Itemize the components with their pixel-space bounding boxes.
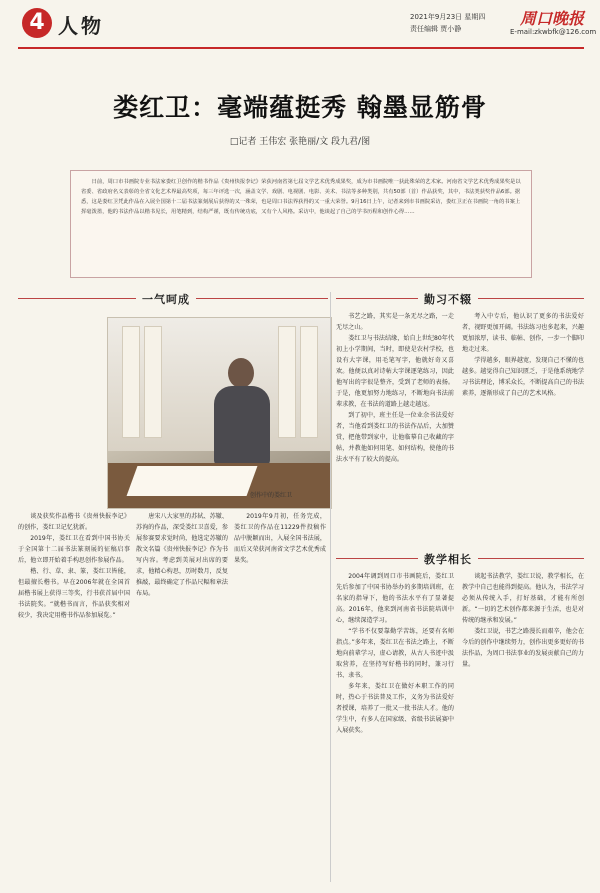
paragraph: 谈及获奖作品楷书《贵州快报李记》的创作，娄红卫记忆犹新。	[18, 513, 130, 531]
column-divider	[330, 292, 331, 882]
calligraphy-scroll-icon	[300, 326, 318, 438]
paragraph: 多年来，娄红卫在做好本职工作的同时，热心于书法普及工作，义务为书法爱好者授课，培养了一批又一批书法人才。他的学生中，有多人在国家级、省级书法展赛中入展获奖。	[336, 682, 454, 734]
paragraph: 考入中专后，他认识了更多的书法爱好者，视野更加开阔。书法练习也多起来，兴趣更加浓厚，读书、临帖、创作，一步一个脚印地走过来。	[462, 313, 584, 353]
section-title-1: 一气呵成	[136, 291, 196, 307]
paragraph: 书艺之路，其实是一条无尽之路，一走无尽之山。	[336, 313, 454, 331]
section-number: 4	[22, 8, 52, 38]
paragraph: 到了初中，班主任是一位业余书法爱好者，当他看到娄红卫的书法作品后，大加赞赏，把他带到家中，让他临摹自己收藏的字帖，并教他如何用笔、如何结构，使他的书法水平有了较大的提高。	[336, 411, 454, 463]
calligraphy-scroll-icon	[122, 326, 140, 438]
photo-caption: 创作中的娄红卫	[250, 492, 293, 499]
section-title-3: 教学相长	[418, 551, 478, 567]
paragraph: 娄红卫说，书艺之路漫长而艰辛，他会在今后的创作中继续努力，创作出更多更好的书法作品，为周口书法事业的发展贡献自己的力量。	[462, 627, 584, 668]
paragraph: 学得越多，眼界越宽，发现自己不懂的也越多。越觉得自己知识匮乏，于是他系统地学习书法理论，博采众长，不断提高自己的书法素养，逐渐形成了自己的艺术风格。	[462, 356, 584, 397]
paragraph: 唐宋八大家里的苏轼、苏辙、苏洵的作品，深受娄红卫喜爱，参展参赛要求觉时尚，他选定苏辙的散文名篇《贵州快报李记》作为书写内容。考虑到美展对出席的要求，他精心构思，历时数月，反复推敲，最终确定了作品尺幅和章法布局。	[136, 513, 228, 597]
masthead	[0, 0, 600, 52]
newspaper-logo: 周口晚报	[520, 9, 585, 28]
section-name: 人物	[58, 14, 104, 38]
section-3-text-b	[462, 572, 584, 884]
paragraph: 楷、行、草、隶、篆，娄红卫皆能，但最擅长楷书。早在2006年就在全国首届楷书展上获得三等奖，行书获首届中国书法院奖。“就楷书而言，作品获奖相对较少，我决定用楷书作品参加展览。”	[18, 567, 130, 619]
editor-credit: 责任编辑 贾小静	[410, 25, 462, 33]
section-1-text-a	[18, 512, 130, 884]
section-band-2	[336, 292, 584, 306]
calligraphy-scroll-icon	[144, 326, 162, 438]
calligraphy-scroll-icon	[278, 326, 296, 438]
paragraph: 2019年，娄红卫在看到中国书协关于全国第十二届书法篆刻展的征稿启事后，他立即开始着手构思创作参展作品。	[18, 534, 130, 564]
article-headline: 娄红卫：毫端蕴挺秀 翰墨显筋骨	[113, 93, 487, 122]
section-band-1	[18, 292, 328, 306]
section-2-text-a	[336, 312, 454, 542]
paragraph: 娄红卫与书法结缘，始自上世纪80年代初上小学期间，当时，即使是农村学校，也设有大字课，用毛笔写字，他就好奇又喜欢。他便以真对诗帖大字课逐笔练习，因此他写出的字很是整齐，受到了老师的表扬。于是，他更加努力地练习，不断地向书法前辈求教，在书法的道路上越走越远。	[336, 334, 454, 408]
person-head-icon	[228, 358, 254, 388]
section-2-text-b	[462, 312, 584, 542]
issue-date: 2021年9月23日 星期四	[410, 13, 486, 21]
article-byline: □记者 王伟宏 张艳丽/文 段九君/图	[229, 137, 371, 147]
section-3-text-a	[336, 572, 454, 884]
section-1-text-b	[136, 512, 228, 884]
paper-icon	[127, 466, 258, 496]
article-photo	[107, 317, 332, 509]
paragraph: “学书不仅要靠勤学苦练，还要有名师指点。”多年来，娄红卫在书法之路上，不断地向前辈学习，虚心请教，从古人书迹中汲取营养，在坚持写好楷书的同时，兼习行书、隶书。	[336, 627, 454, 679]
person-body-icon	[214, 386, 270, 466]
paragraph: 2004年调到周口市书画院后，娄红卫先后参加了中国书协举办的多期培训班，在名家的指导下，他的书法水平有了显著提高。2016年，他来到河南省书法院培训中心，继续深造学习。	[336, 573, 454, 624]
paragraph: 谈起书法教学，娄红卫说，教学相长，在教学中自己也能得到提高。他认为，书法学习必须从传统入手，打好基础，才能有所创新。“一切的艺术创作都来源于生活，也是对传统的继承和发展。”	[462, 573, 584, 624]
section-1-text-c	[234, 512, 326, 884]
paragraph: 2019年9月初，任务完成，娄红卫的作品在11229件投稿作品中脱颖而出，入展全国书法展，而后又荣获河南省文学艺术优秀成果奖。	[234, 513, 326, 564]
masthead-rule	[18, 47, 584, 49]
section-title-2: 勤习不辍	[418, 291, 478, 307]
article-lead: 日前，周口市书画院专业书法家娄红卫创作的楷书作品《贵州快报李记》荣获河南省第七届文学艺术优秀成果奖，成为市书画院唯一获此殊荣的艺术家。河南省文学艺术优秀成果奖是以省委、省政府名义表彰的全省文化艺术界最高奖项，每三年评选一次，涵盖文学、戏剧、电视剧、电影、美术、书法等多种类别，共有50部（首）作品获奖，其中，书法类获奖作品6部。据悉，这是娄红卫凭此作品在入展全国第十二届书法篆刻展后获得的又一殊荣，也是周口书法界获得的又一重大荣誉。9月16日上午，记者来到市书画院采访，娄红卫正在书画院一角的书案上挥毫泼墨，他的书法作品以楷书见长，用笔精到，结构严谨，既有传统功底，又有个人风格。采访中，他谈起了自己的学书历程和创作心得……	[70, 170, 532, 278]
section-band-3	[336, 552, 584, 566]
contact-email[interactable]: E-mail:zkwbfk@126.com	[510, 28, 597, 36]
